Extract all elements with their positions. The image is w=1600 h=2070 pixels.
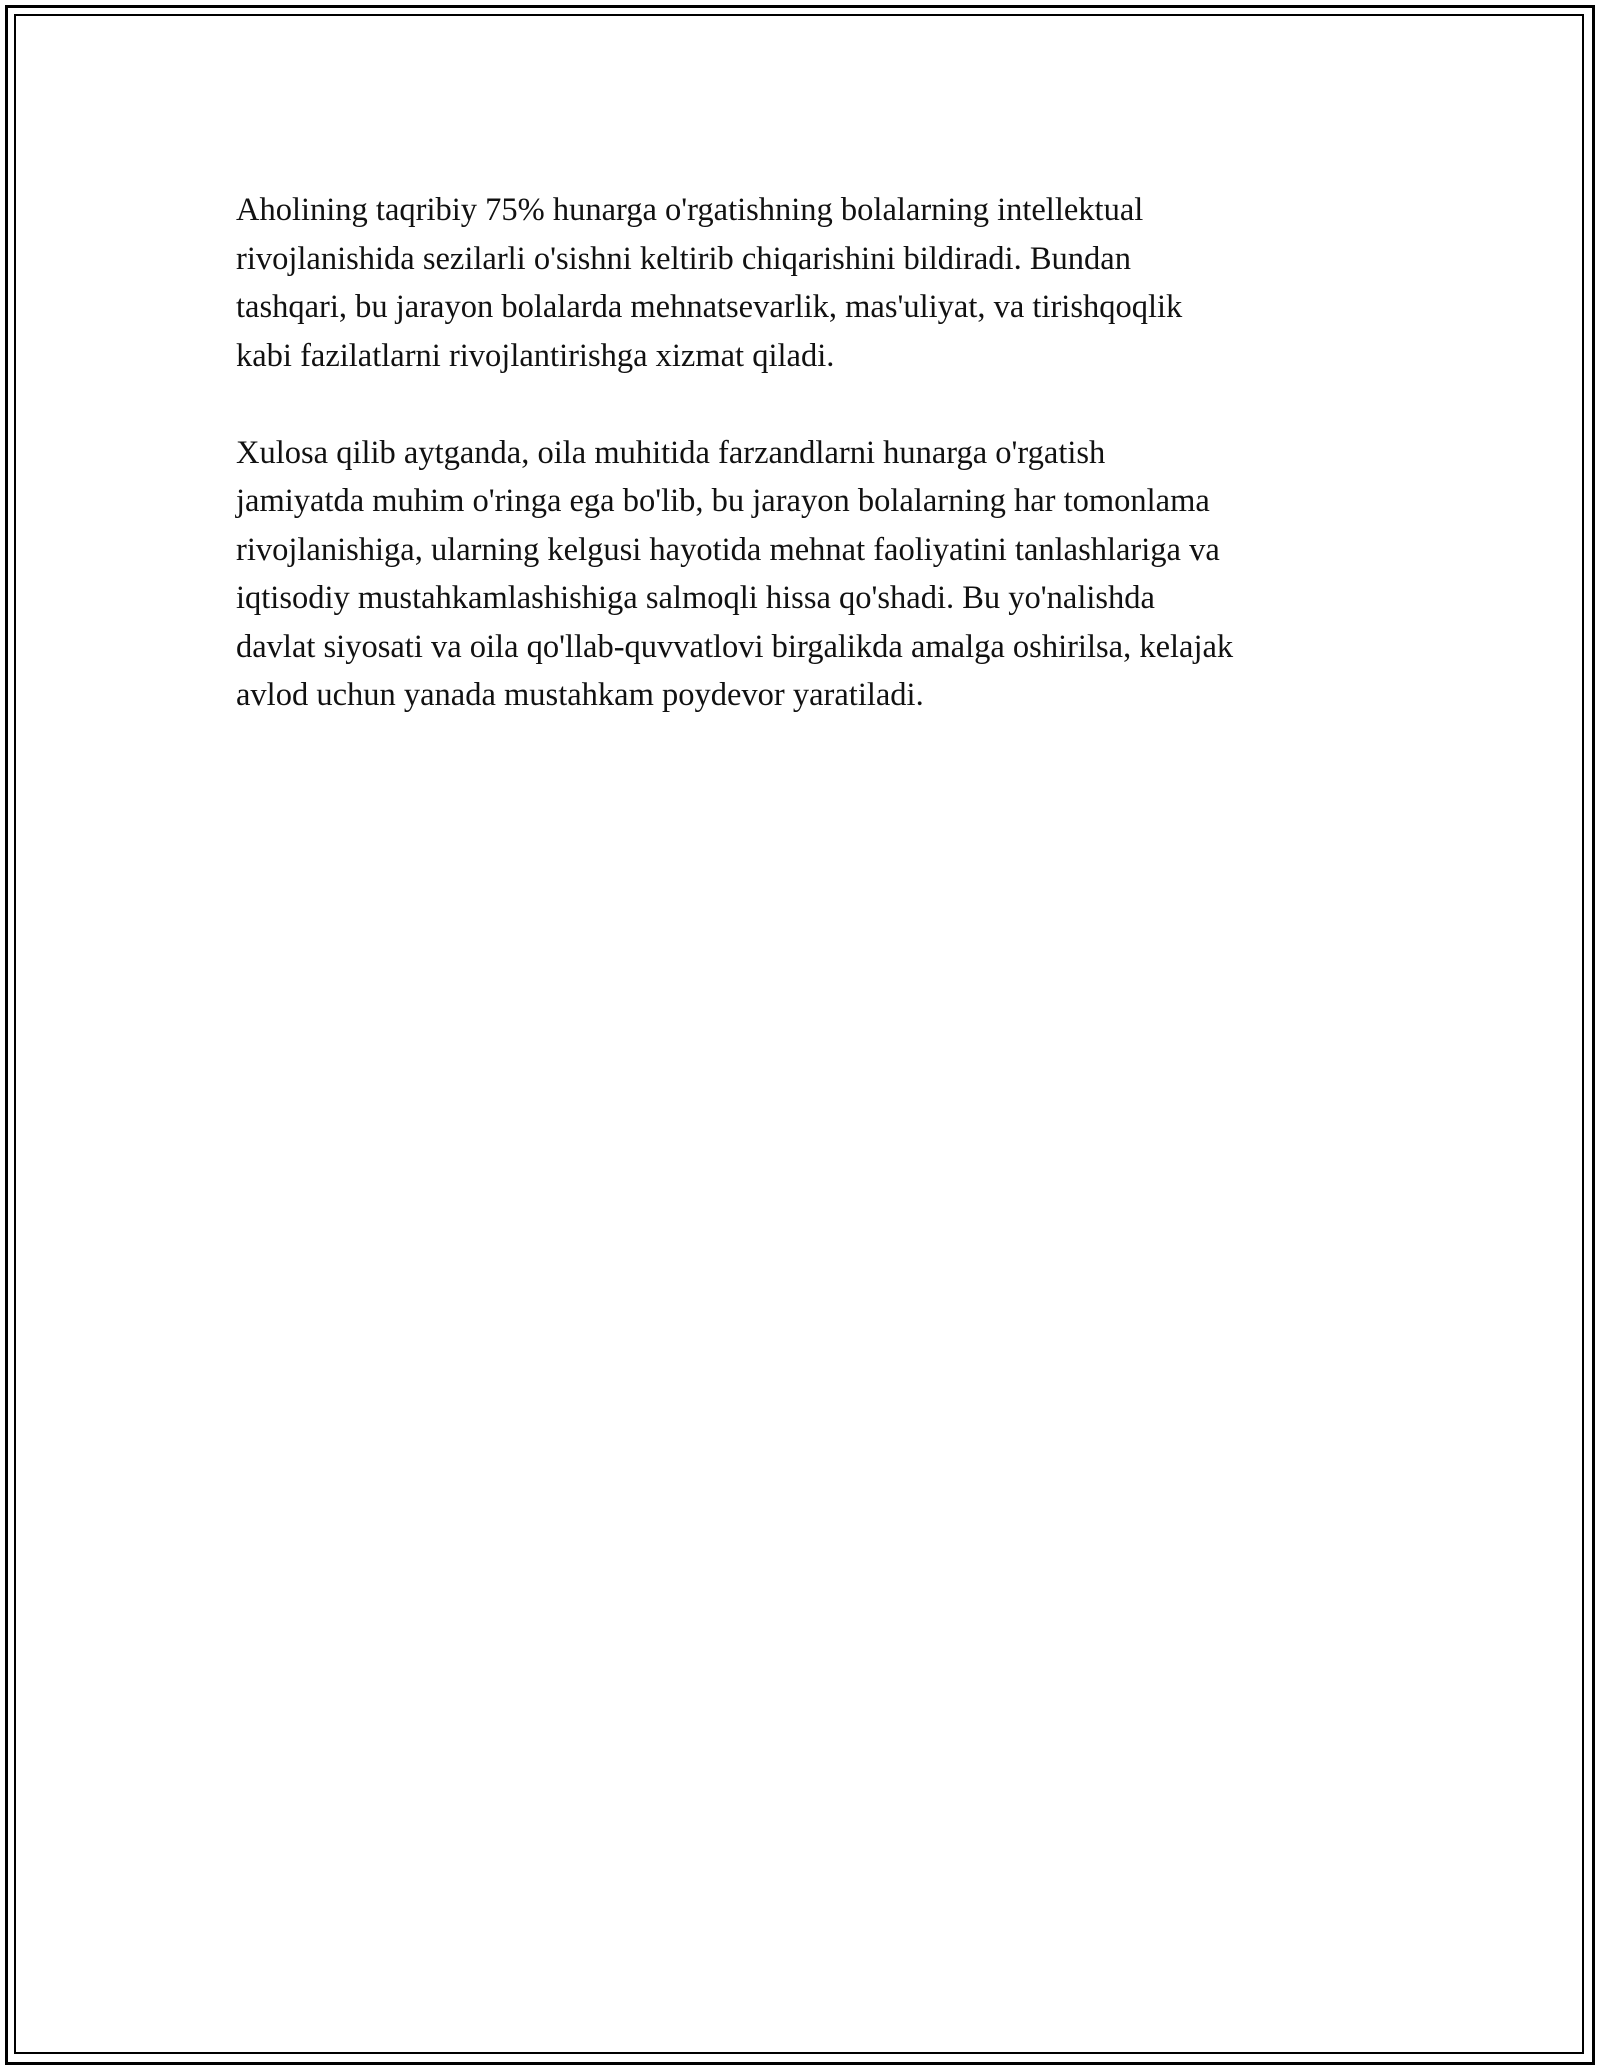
paragraph-2: Xulosa qilib aytganda, oila muhitida farzandlarni hunarga o'rgatish jamiyatda muhim o'ringa ega bo'lib, bu jarayon bolalarning har tomonlama rivojlanishiga, ularning kelgusi hayotida mehnat faoliyatini tanlashlariga va iqtisodiy mustahkamlashishiga salmoqli hissa qo'shadi. Bu yo'nalishda davlat siyosati va oila qo'llab-quvvatlovi birgalikda amalga oshirilsa, kelajak avlod uchun yanada mustahkam poydevor yaratiladi.	[236, 434, 1234, 713]
paragraph-1: Aholining taqribiy 75% hunarga o'rgatishning bolalarning intellektual rivojlanishida sezilarli o'sishni keltirib chiqarishini bildiradi. Bundan tashqari, bu jarayon bolalarda mehnatsevarlik, mas'uliyat, va tirishqoqlik kabi fazilatlarni rivojlantirishga xizmat qiladi.	[236, 192, 1183, 374]
document-body	[236, 186, 1376, 768]
